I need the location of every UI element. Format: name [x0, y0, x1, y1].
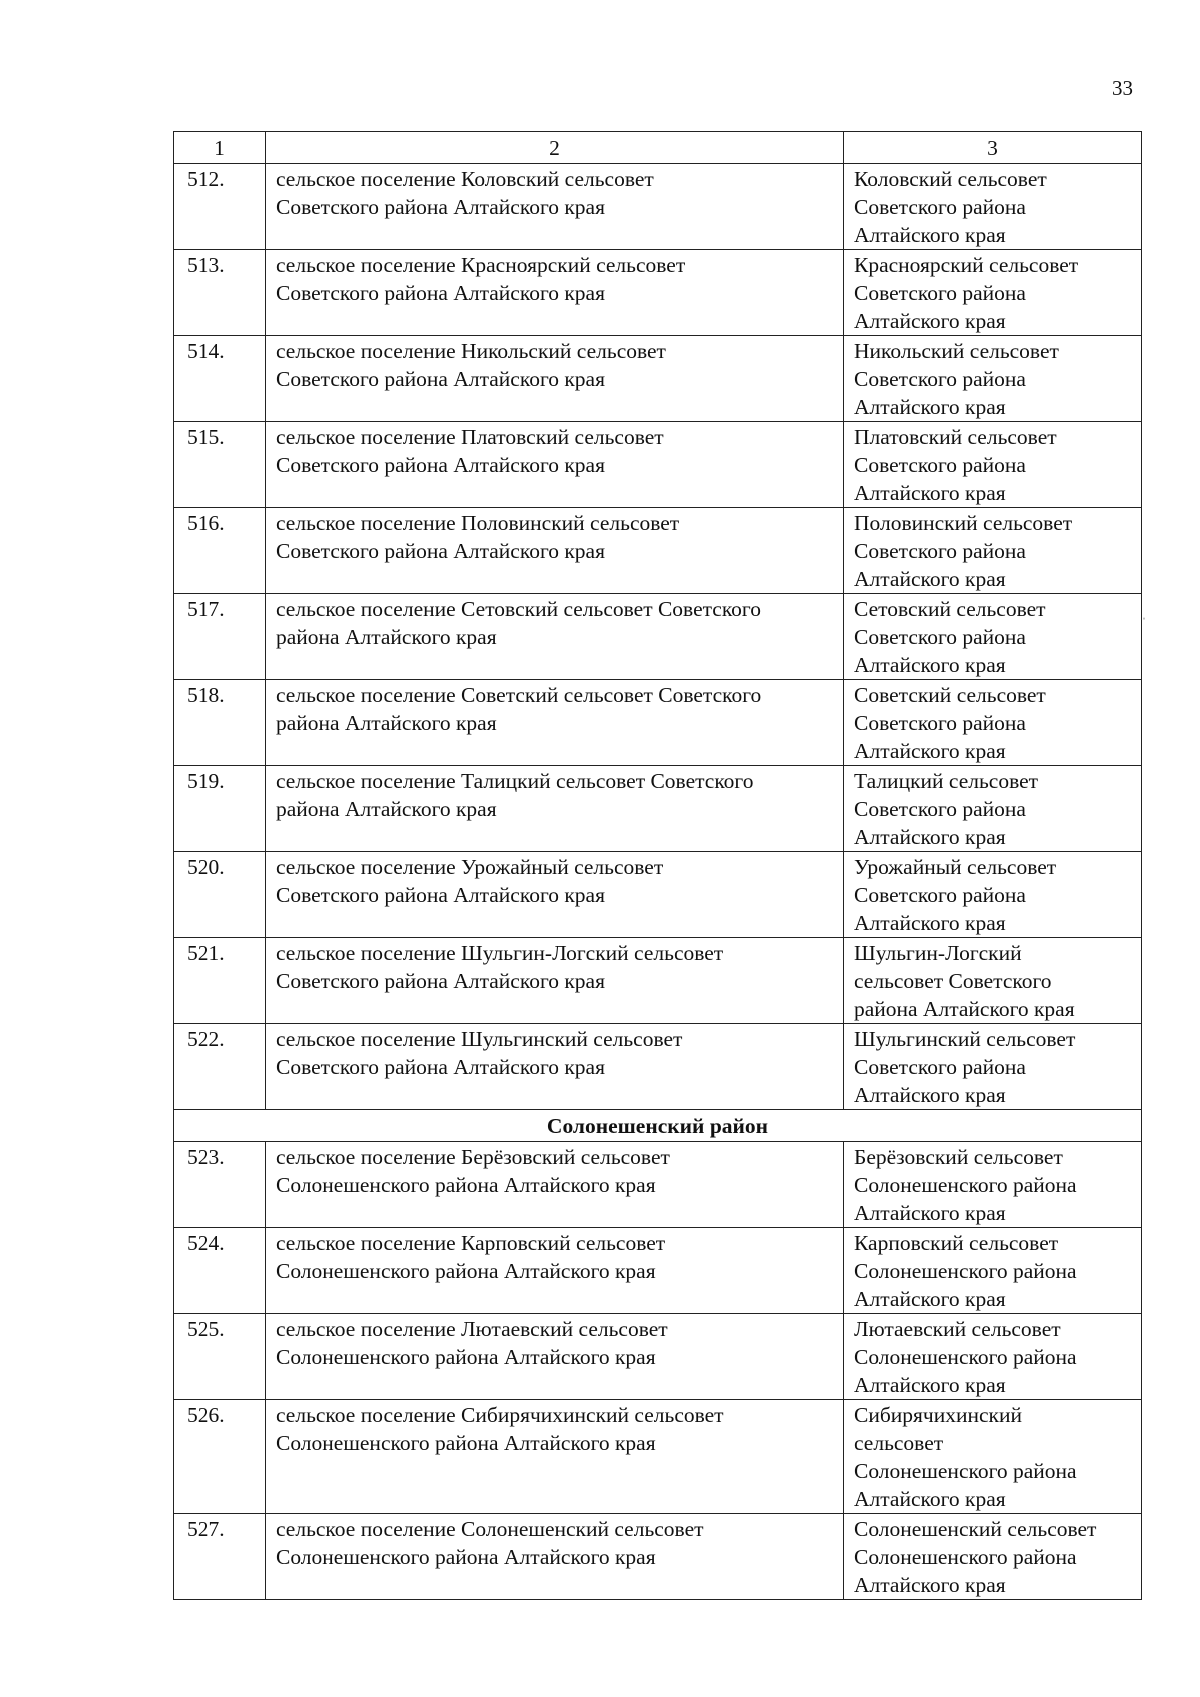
header-row — [174, 132, 1142, 164]
short-name-line: Советского района — [854, 1055, 1026, 1079]
municipality-name — [266, 680, 844, 766]
short-name-line: Шульгинский сельсовет — [854, 1027, 1076, 1051]
municipality-name-line: Советского района Алтайского края — [276, 281, 605, 305]
table-row — [174, 852, 1142, 938]
short-name-line: Берёзовский сельсовет — [854, 1145, 1063, 1169]
short-name-line: Советского района — [854, 367, 1026, 391]
short-name — [844, 336, 1142, 422]
header-col-1: 1 — [174, 132, 266, 164]
table-row — [174, 422, 1142, 508]
short-name — [844, 852, 1142, 938]
short-name — [844, 164, 1142, 250]
table-row — [174, 336, 1142, 422]
table-row — [174, 1228, 1142, 1314]
short-name-line: Красноярский сельсовет — [854, 253, 1079, 277]
short-name — [844, 1314, 1142, 1400]
short-name-line: Солонешенского района — [854, 1545, 1077, 1569]
row-number: 526. — [174, 1400, 266, 1514]
short-name-line: Коловский сельсовет — [854, 167, 1047, 191]
municipality-name-line: сельское поселение Солонешенский сельсовет — [276, 1517, 704, 1541]
municipality-name-line: Солонешенского района Алтайского края — [276, 1431, 656, 1455]
municipality-name-line: Советского района Алтайского края — [276, 1055, 605, 1079]
short-name — [844, 508, 1142, 594]
row-number: 514. — [174, 336, 266, 422]
municipality-name — [266, 250, 844, 336]
row-number: 524. — [174, 1228, 266, 1314]
municipality-name-line: Советского района Алтайского края — [276, 539, 605, 563]
row-number: 517. — [174, 594, 266, 680]
settlements-table — [173, 131, 1142, 1600]
municipality-name-line: Советского района Алтайского края — [276, 969, 605, 993]
table-row — [174, 508, 1142, 594]
row-number: 523. — [174, 1142, 266, 1228]
row-number: 518. — [174, 680, 266, 766]
row-number: 522. — [174, 1024, 266, 1110]
row-number: 515. — [174, 422, 266, 508]
short-name-line: Алтайского края — [854, 223, 1006, 247]
short-name-line: Никольский сельсовет — [854, 339, 1059, 363]
section-title: Солонешенский район — [174, 1110, 1142, 1142]
row-number: 512. — [174, 164, 266, 250]
short-name-line: Алтайского края — [854, 825, 1006, 849]
municipality-name-line: сельское поселение Сетовский сельсовет Советского — [276, 597, 761, 621]
short-name-line: Алтайского края — [854, 309, 1006, 333]
municipality-name — [266, 938, 844, 1024]
short-name — [844, 594, 1142, 680]
short-name-line: Алтайского края — [854, 567, 1006, 591]
municipality-name-line: сельское поселение Урожайный сельсовет — [276, 855, 664, 879]
short-name-line: Солонешенского района — [854, 1459, 1077, 1483]
short-name — [844, 766, 1142, 852]
municipality-name-line: района Алтайского края — [276, 711, 497, 735]
municipality-name-line: района Алтайского края — [276, 625, 497, 649]
table-row — [174, 1314, 1142, 1400]
row-number: 516. — [174, 508, 266, 594]
short-name-line: Шульгин-Логский — [854, 941, 1022, 965]
short-name — [844, 680, 1142, 766]
short-name-line: Алтайского края — [854, 1373, 1006, 1397]
table-body — [174, 164, 1142, 1600]
municipality-name — [266, 1142, 844, 1228]
short-name-line: Советского района — [854, 539, 1026, 563]
municipality-name-line: сельское поселение Шульгинский сельсовет — [276, 1027, 683, 1051]
municipality-name-line: Советского района Алтайского края — [276, 883, 605, 907]
municipality-name-line: Солонешенского района Алтайского края — [276, 1259, 656, 1283]
short-name-line: Советский сельсовет — [854, 683, 1046, 707]
table-row — [174, 164, 1142, 250]
municipality-name-line: сельское поселение Карповский сельсовет — [276, 1231, 666, 1255]
table-row — [174, 250, 1142, 336]
municipality-name-line: сельское поселение Берёзовский сельсовет — [276, 1145, 670, 1169]
row-number: 513. — [174, 250, 266, 336]
municipality-name — [266, 336, 844, 422]
municipality-name-line: Солонешенского района Алтайского края — [276, 1345, 656, 1369]
municipality-name-line: Советского района Алтайского края — [276, 195, 605, 219]
short-name — [844, 938, 1142, 1024]
table-row — [174, 594, 1142, 680]
table-row — [174, 938, 1142, 1024]
municipality-name — [266, 1514, 844, 1600]
municipality-name — [266, 766, 844, 852]
short-name-line: Лютаевский сельсовет — [854, 1317, 1061, 1341]
short-name-line: Солонешенского района — [854, 1345, 1077, 1369]
municipality-name — [266, 164, 844, 250]
short-name-line: Карповский сельсовет — [854, 1231, 1059, 1255]
table-row — [174, 680, 1142, 766]
municipality-name-line: района Алтайского края — [276, 797, 497, 821]
municipality-name-line: сельское поселение Никольский сельсовет — [276, 339, 666, 363]
short-name-line: Советского района — [854, 711, 1026, 735]
short-name-line: Советского района — [854, 195, 1026, 219]
municipality-name — [266, 1024, 844, 1110]
short-name-line: Алтайского края — [854, 653, 1006, 677]
short-name-line: Алтайского края — [854, 1201, 1006, 1225]
short-name-line: Алтайского края — [854, 1083, 1006, 1107]
municipality-name-line: сельское поселение Сибирячихинский сельсовет — [276, 1403, 724, 1427]
row-number: 519. — [174, 766, 266, 852]
header-col-3: 3 — [844, 132, 1142, 164]
margin-mark: ˌ — [1142, 606, 1146, 620]
short-name-line: Советского района — [854, 797, 1026, 821]
short-name-line: Половинский сельсовет — [854, 511, 1073, 535]
short-name — [844, 1514, 1142, 1600]
municipality-name — [266, 422, 844, 508]
row-number: 521. — [174, 938, 266, 1024]
table-row — [174, 1514, 1142, 1600]
short-name-line: Солонешенского района — [854, 1173, 1077, 1197]
table-row — [174, 1142, 1142, 1228]
header-col-2: 2 — [266, 132, 844, 164]
short-name-line: района Алтайского края — [854, 997, 1075, 1021]
short-name-line: Советского района — [854, 883, 1026, 907]
municipality-name — [266, 852, 844, 938]
short-name — [844, 1400, 1142, 1514]
row-number: 527. — [174, 1514, 266, 1600]
short-name-line: Советского района — [854, 281, 1026, 305]
table-row — [174, 1024, 1142, 1110]
municipality-name — [266, 508, 844, 594]
municipality-name-line: сельское поселение Половинский сельсовет — [276, 511, 680, 535]
short-name-line: Алтайского края — [854, 739, 1006, 763]
short-name-line: Советского района — [854, 625, 1026, 649]
municipality-name-line: сельское поселение Платовский сельсовет — [276, 425, 664, 449]
short-name-line: Алтайского края — [854, 1487, 1006, 1511]
short-name-line: сельсовет Советского — [854, 969, 1052, 993]
short-name-line: Алтайского края — [854, 1573, 1006, 1597]
page-number: 33 — [1112, 76, 1133, 100]
table-row — [174, 766, 1142, 852]
municipality-name — [266, 1314, 844, 1400]
row-number: 520. — [174, 852, 266, 938]
municipality-name-line: сельское поселение Талицкий сельсовет Советского — [276, 769, 754, 793]
short-name-line: Солонешенский сельсовет — [854, 1517, 1097, 1541]
municipality-name-line: сельское поселение Советский сельсовет Советского — [276, 683, 762, 707]
municipality-name-line: сельское поселение Шульгин-Логский сельсовет — [276, 941, 724, 965]
short-name-line: Солонешенского района — [854, 1259, 1077, 1283]
short-name-line: Советского района — [854, 453, 1026, 477]
municipality-name — [266, 594, 844, 680]
short-name-line: Алтайского края — [854, 911, 1006, 935]
short-name-line: Талицкий сельсовет — [854, 769, 1039, 793]
municipality-name-line: сельское поселение Коловский сельсовет — [276, 167, 654, 191]
municipality-name-line: сельское поселение Красноярский сельсовет — [276, 253, 686, 277]
short-name — [844, 1142, 1142, 1228]
short-name — [844, 1228, 1142, 1314]
row-number: 525. — [174, 1314, 266, 1400]
section-row — [174, 1110, 1142, 1142]
municipality-name-line: сельское поселение Лютаевский сельсовет — [276, 1317, 668, 1341]
short-name-line: сельсовет — [854, 1431, 944, 1455]
municipality-name — [266, 1400, 844, 1514]
short-name-line: Алтайского края — [854, 1287, 1006, 1311]
short-name — [844, 250, 1142, 336]
municipality-name-line: Советского района Алтайского края — [276, 367, 605, 391]
municipality-name — [266, 1228, 844, 1314]
short-name-line: Алтайского края — [854, 395, 1006, 419]
municipality-name-line: Советского района Алтайского края — [276, 453, 605, 477]
short-name-line: Сибирячихинский — [854, 1403, 1023, 1427]
short-name — [844, 422, 1142, 508]
short-name — [844, 1024, 1142, 1110]
municipality-name-line: Солонешенского района Алтайского края — [276, 1173, 656, 1197]
short-name-line: Платовский сельсовет — [854, 425, 1057, 449]
short-name-line: Сетовский сельсовет — [854, 597, 1046, 621]
short-name-line: Урожайный сельсовет — [854, 855, 1057, 879]
table-row — [174, 1400, 1142, 1514]
short-name-line: Алтайского края — [854, 481, 1006, 505]
municipality-name-line: Солонешенского района Алтайского края — [276, 1545, 656, 1569]
